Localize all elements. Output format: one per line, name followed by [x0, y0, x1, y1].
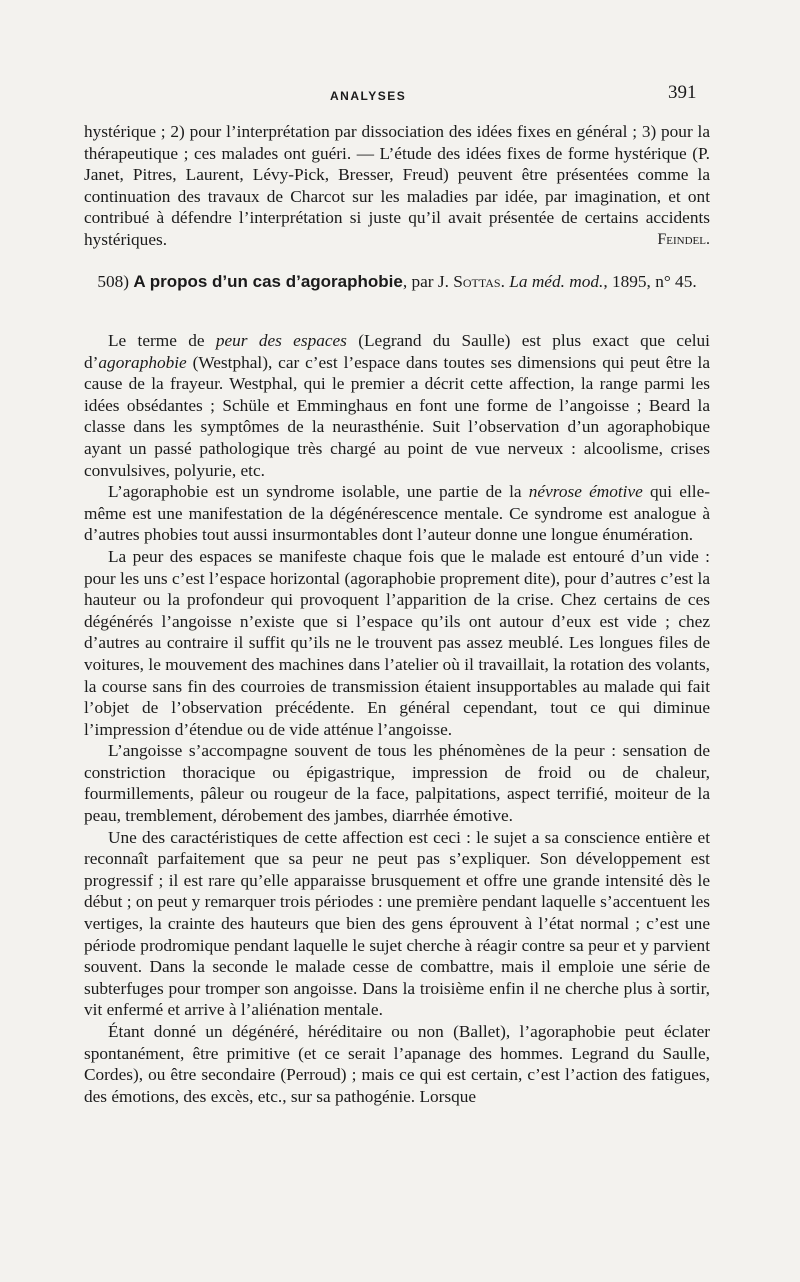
paragraph-2 — [84, 481, 710, 546]
paragraph-2-text-a: L’agoraphobie est un syndrome isolable, une partie de la — [108, 482, 529, 502]
article-separator: . — [500, 272, 505, 291]
continued-review-text: hystérique ; 2) pour l’interprétation par dissociation des idées fixes en général ; 3) pour la thérapeutique ; ces malades ont guéri. — L’étude des idées fixes de forme hystérique (P. Janet, Pitres, Laurent, Lévy-Pick, Bresser, Freud) peuvent être présentées comme la continuation des travaux de Charcot sur les maladies par idée, par imagination, et ont contribué à défendre l’interprétation si juste qu’il avait présentée de certains accidents hystériques. — [84, 122, 710, 249]
paragraph-1 — [84, 330, 710, 481]
running-head: ANALYSES — [330, 89, 407, 103]
article-number: 508) — [97, 272, 130, 291]
paragraph-1-text-a: Le terme de — [108, 331, 216, 350]
paragraph-4: L’angoisse s’accompagne souvent de tous les phénomènes de la peur : sensation de constriction thoracique ou épigastrique, impression de froid ou de chaleur, fourmillements, pâleur ou rougeur de la face, palpitations, aspect terrifié, moiteur de la peau, tremblement, dérobement des jambes, diarrhée émotive. — [84, 741, 710, 826]
paragraph-1-text-c: (Westphal), car c’est l’espace dans toutes ses dimensions qui peut être la cause de la frayeur. Westphal, qui le premier a décrit cette affection, la range parmi les idées obsédantes ; Schüle et Emminghaus en font une forme de l’angoisse ; Beard la classe dans les symptômes de la neurasthénie. Suit l’observation d’un agoraphobique ayant un passé pathologique très chargé au point de vue nerveux : alcoolisme, crises convulsives, polyurie, etc. — [84, 352, 710, 480]
paragraph-1-emphasis-2: agoraphobie — [98, 352, 187, 372]
paragraph-3: La peur des espaces se manifeste chaque fois que le malade est entouré d’un vide : pour les uns c’est l’espace horizontal (agoraphobie proprement dite), pour d’autres c’est la hauteur ou la profondeur qui provoquent l’apparition de la crise. Chez certains de ces dégénérés l’angoisse n’existe que si l’espace qu’ils ont autour d’eux est vide ; chez d’autres au contraire il suffit qu’ils ne le trouvent pas assez meublé. Les longues files de voitures, le mouvement des machines dans l’atelier où il travaillait, la rotation des volants, la course sans fin des courroies de transmission étaient insupportables au malade qui fait l’objet de l’observation précédente. En général cependant, tout ce qui diminue l’impression d’étendue ou de vide atténue l’angoisse. — [84, 546, 710, 739]
article-by: , par J. — [402, 272, 449, 291]
article-details: , 1895, n° 45. — [603, 272, 697, 291]
review-body — [84, 330, 710, 1107]
article-heading — [84, 270, 710, 293]
paragraph-2-text-b: qui elle-même est une manifestation de la dégénérescence mentale. Ce syndrome est analogue à d’autres phobies tout aussi insurmontables dont l’auteur donne une longue énumération. — [84, 482, 711, 545]
paragraph-1-text-b: (Legrand du Saulle) est plus exact que celui d’ — [84, 331, 710, 372]
page-number: 391 — [668, 82, 697, 103]
paragraph-1-emphasis-1: peur des espaces — [215, 331, 347, 350]
paragraph-6: Étant donné un dégénéré, héréditaire ou non (Ballet), l’agoraphobie peut éclater spontanément, être primitive (et ce serait l’apanage des hommes. Legrand du Saulle, Cordes), ou être secondaire (Perroud) ; mais ce qui est certain, c’est l’action des fatigues, des émotions, des excès, etc., sur sa pathogénie. Lorsque — [84, 1022, 710, 1106]
article-title: A propos d’un cas d’agoraphobie — [133, 272, 403, 291]
paragraph-5: Une des caractéristiques de cette affection est ceci : le sujet a sa conscience entière et reconnaît parfaitement que sa peur ne peut pas s’expliquer. Son développement est progressif ; il est rare qu’elle apparaisse brusquement et offre une grande intensité dès le début ; on peut y remarquer trois périodes : une première pendant laquelle s’accentuent les vertiges, la crainte des hauteurs que bien des gens éprouvent à l’état normal ; c’est une période prodromique pendant laquelle le sujet cherche à réagir contre sa peur et y parvient souvent. Dans la seconde le malade cesse de combattre, mais il emploie une série de subterfuges pour tromper son angoisse. Dans la troisième enfin il ne cherche plus à sortir, vit enfermé et arrive à l’aliénation mentale. — [84, 827, 710, 1020]
reviewer-signature: Feindel. — [657, 230, 710, 248]
continued-review — [84, 121, 710, 251]
article-journal: La méd. mod. — [509, 272, 604, 291]
article-author: Sottas — [453, 272, 501, 291]
paragraph-2-emphasis: névrose émotive — [528, 482, 643, 502]
